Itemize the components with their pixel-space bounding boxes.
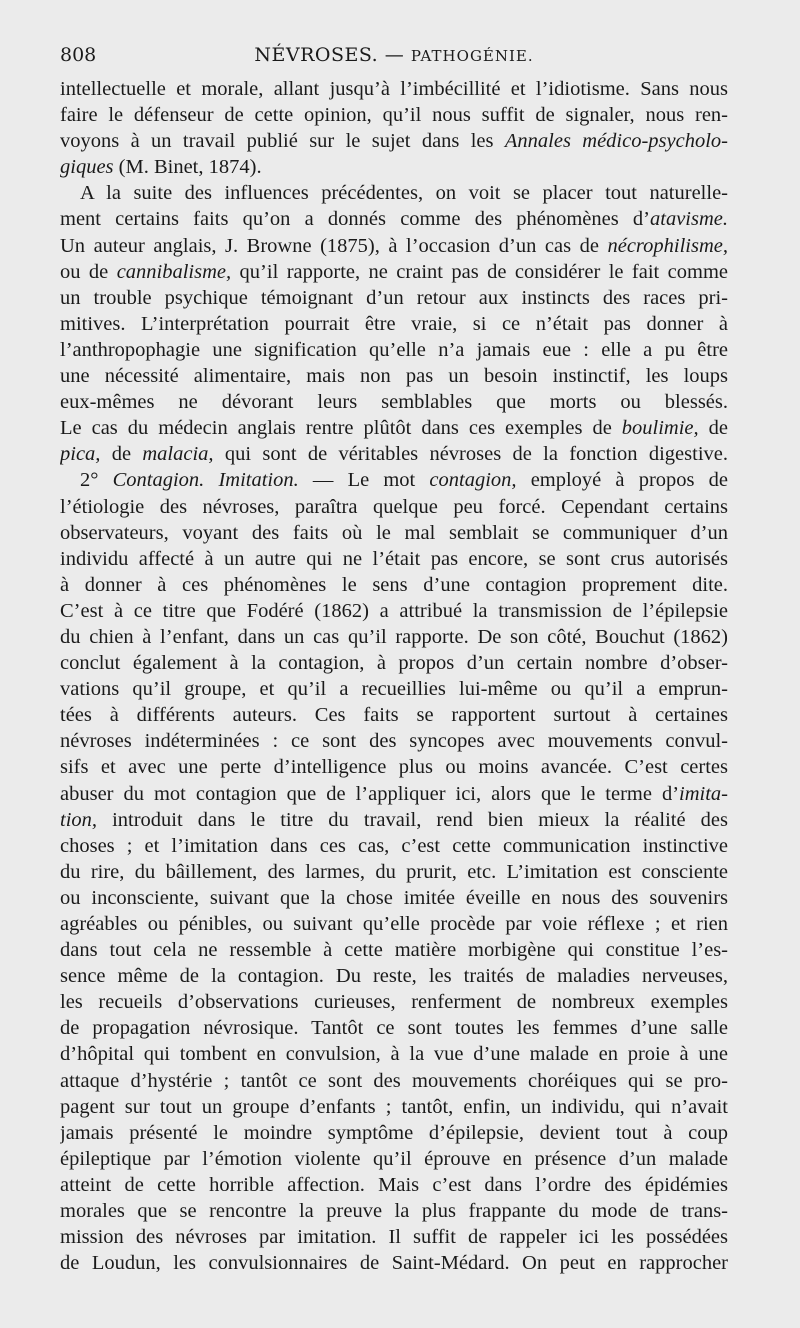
text-line	[60, 180, 728, 206]
text-segment: observateurs, voyant des faits où le mal semblait se communiquer d’un	[60, 521, 728, 544]
text-segment: l’anthropophagie une signification qu’elle n’a jamais eue : elle a pu être	[60, 338, 728, 361]
text-segment: ou de	[60, 260, 117, 283]
text-line	[60, 728, 728, 754]
text-segment: névroses indéterminées : ce sont des syncopes avec mouvements convul-	[60, 730, 728, 753]
text-segment: une nécessité alimentaire, mais non pas un besoin instinctif, les loups	[60, 365, 728, 388]
text-line	[60, 1224, 728, 1250]
italic-text: contagion,	[429, 469, 517, 492]
text-segment: de propagation névrosique. Tantôt ce sont toutes les femmes d’une salle	[60, 1017, 728, 1040]
italic-text: Annales médico-psycholo-	[504, 130, 728, 153]
text-segment: les recueils d’observations curieuses, renferment de nombreux exemples	[60, 991, 728, 1014]
text-line	[60, 1094, 728, 1120]
text-segment: choses ; et l’imitation dans ces cas, c’est cette communication instinctive	[60, 834, 728, 857]
text-line	[60, 754, 728, 780]
text-line	[60, 415, 728, 441]
text-segment: qu’il rapporte, ne craint pas de considérer le fait comme	[231, 260, 728, 283]
text-line	[60, 520, 728, 546]
text-line	[60, 1068, 728, 1094]
text-line	[60, 885, 728, 911]
text-segment: faire le défenseur de cette opinion, qu’il nous suffit de signaler, nous ren-	[60, 104, 728, 127]
running-title-separator: —	[378, 44, 411, 66]
text-line	[60, 494, 728, 520]
text-segment: morales que se rencontre la preuve la plus frappante du mode de trans-	[60, 1200, 728, 1223]
text-line	[60, 937, 728, 963]
text-line	[60, 546, 728, 572]
italic-text: imita-	[679, 782, 728, 805]
text-segment: (M. Binet, 1874).	[113, 156, 262, 179]
text-segment: un trouble psychique témoignant d’un retour aux instincts des races pri-	[60, 286, 728, 309]
text-line	[60, 807, 728, 833]
italic-text: giques	[60, 156, 114, 179]
text-segment: de	[100, 443, 143, 466]
running-title-subtitle: PATHOGÉNIE.	[410, 47, 534, 65]
text-line	[60, 1146, 728, 1172]
text-segment: vations qu’il groupe, et qu’il a recueillies lui-même ou qu’il a emprun-	[60, 678, 728, 701]
text-line	[60, 233, 728, 259]
text-line	[60, 285, 728, 311]
text-line	[60, 781, 728, 807]
text-segment: sifs et avec une perte d’intelligence plus ou moins avancée. C’est certes	[60, 756, 728, 779]
text-segment: 2°	[80, 469, 113, 492]
text-line	[60, 154, 728, 180]
text-segment: Le cas du médecin anglais rentre plûtôt dans ces exemples de	[60, 417, 622, 440]
text-segment: A la suite des influences précédentes, on voit se placer tout naturelle-	[80, 182, 728, 205]
text-segment: atteint de cette horrible affection. Mais c’est dans l’ordre des épidémies	[60, 1173, 728, 1196]
page-number: 808	[60, 44, 97, 66]
running-header	[60, 44, 728, 70]
text-segment: dans tout cela ne ressemble à cette matière morbigène qui constitue l’es-	[60, 939, 728, 962]
text-segment: abuser du mot contagion que de l’appliquer ici, alors que le terme d’	[60, 782, 680, 805]
text-line	[60, 963, 728, 989]
text-segment: Un auteur anglais, J. Browne (1875), à l’occasion d’un cas de	[60, 234, 608, 257]
text-segment: eux-mêmes ne dévorant leurs semblables que morts ou blessés.	[60, 391, 728, 414]
text-segment: de	[698, 417, 728, 440]
text-line	[60, 1041, 728, 1067]
text-line	[60, 1250, 728, 1276]
text-line	[60, 441, 728, 467]
text-segment: mitives. L’interprétation pourrait être vraie, si ce n’était pas donner à	[60, 312, 728, 335]
text-segment: C’est à ce titre que Fodéré (1862) a attribué la transmission de l’épilepsie	[60, 599, 728, 622]
text-line	[60, 76, 728, 102]
text-segment: — Le mot	[298, 469, 430, 492]
text-line	[60, 598, 728, 624]
text-line	[60, 911, 728, 937]
text-line	[60, 676, 728, 702]
running-title-main: NÉVROSES.	[254, 44, 379, 66]
italic-text: cannibalisme,	[116, 260, 232, 283]
text-segment: conclut également à la contagion, à propos d’un certain nombre d’obser-	[60, 652, 728, 675]
text-line	[60, 102, 728, 128]
text-line	[60, 572, 728, 598]
text-line	[60, 650, 728, 676]
text-line	[60, 128, 728, 154]
italic-text: Contagion. Imitation.	[112, 469, 299, 492]
italic-text: boulimie,	[621, 417, 699, 440]
text-segment: pagent sur tout un groupe d’enfants ; tantôt, enfin, un individu, qui n’avait	[60, 1095, 728, 1118]
text-line	[60, 624, 728, 650]
italic-text: nécrophilisme,	[607, 234, 728, 257]
text-line	[60, 833, 728, 859]
text-segment: qui sont de véritables névroses de la fonction digestive.	[213, 443, 728, 466]
text-segment: individu affecté à un autre qui ne l’était pas encore, se sont crus autorisés	[60, 547, 728, 570]
italic-text: malacia,	[142, 443, 214, 466]
text-line	[60, 206, 728, 232]
text-segment: attaque d’hystérie ; tantôt ce sont des mouvements choréiques qui se pro-	[60, 1069, 728, 1092]
text-line	[60, 702, 728, 728]
text-segment: l’étiologie des névroses, paraîtra quelque peu forcé. Cependant certains	[60, 495, 728, 518]
text-segment: employé à propos de	[516, 469, 728, 492]
text-segment: ment certains faits qu’on a donnés comme des phénomènes d’	[60, 208, 650, 231]
italic-text: tion,	[60, 808, 98, 831]
text-line	[60, 989, 728, 1015]
text-segment: introduit dans le titre du travail, rend bien mieux la réalité des	[97, 808, 728, 831]
text-line	[60, 467, 728, 493]
text-line	[60, 1015, 728, 1041]
text-segment: à donner à ces phénomènes le sens d’une contagion proprement dite.	[60, 573, 728, 596]
text-segment: du chien à l’enfant, dans un cas qu’il rapporte. De son côté, Bouchut (1862)	[60, 625, 728, 648]
text-segment: du rire, du bâillement, des larmes, du prurit, etc. L’imitation est consciente	[60, 860, 728, 883]
text-line	[60, 337, 728, 363]
text-line	[60, 1172, 728, 1198]
text-segment: d’hôpital qui tombent en convulsion, à la vue d’une malade en proie à une	[60, 1043, 728, 1066]
text-line	[60, 259, 728, 285]
text-segment: épileptique par l’émotion violente qu’il éprouve en présence d’un malade	[60, 1147, 728, 1170]
text-line	[60, 389, 728, 415]
text-line	[60, 1198, 728, 1224]
text-segment: agréables ou pénibles, ou suivant qu’elle procède par voie réflexe ; et rien	[60, 913, 728, 935]
text-segment: voyons à un travail publié sur le sujet dans les	[60, 130, 505, 153]
body-text	[60, 76, 728, 1276]
text-line	[60, 1120, 728, 1146]
text-segment: ou inconsciente, suivant que la chose imitée éveille en nous des souvenirs	[60, 886, 728, 909]
text-line	[60, 363, 728, 389]
italic-text: atavisme.	[650, 208, 728, 231]
text-line	[60, 311, 728, 337]
text-segment: sence même de la contagion. Du reste, les traités de maladies nerveuses,	[60, 965, 728, 988]
text-segment: de Loudun, les convulsionnaires de Saint-Médard. On peut en rapprocher	[60, 1252, 728, 1275]
text-segment: jamais présenté le moindre symptôme d’épilepsie, devient tout à coup	[60, 1121, 728, 1144]
text-segment: tées à différents auteurs. Ces faits se rapportent surtout à certaines	[60, 704, 728, 727]
text-segment: intellectuelle et morale, allant jusqu’à l’imbécillité et l’idiotisme. Sans nous	[60, 78, 728, 100]
text-segment: mission des névroses par imitation. Il suffit de rappeler ici les possédées	[60, 1226, 728, 1249]
italic-text: pica,	[60, 443, 101, 466]
text-line	[60, 859, 728, 885]
running-title	[60, 44, 728, 66]
